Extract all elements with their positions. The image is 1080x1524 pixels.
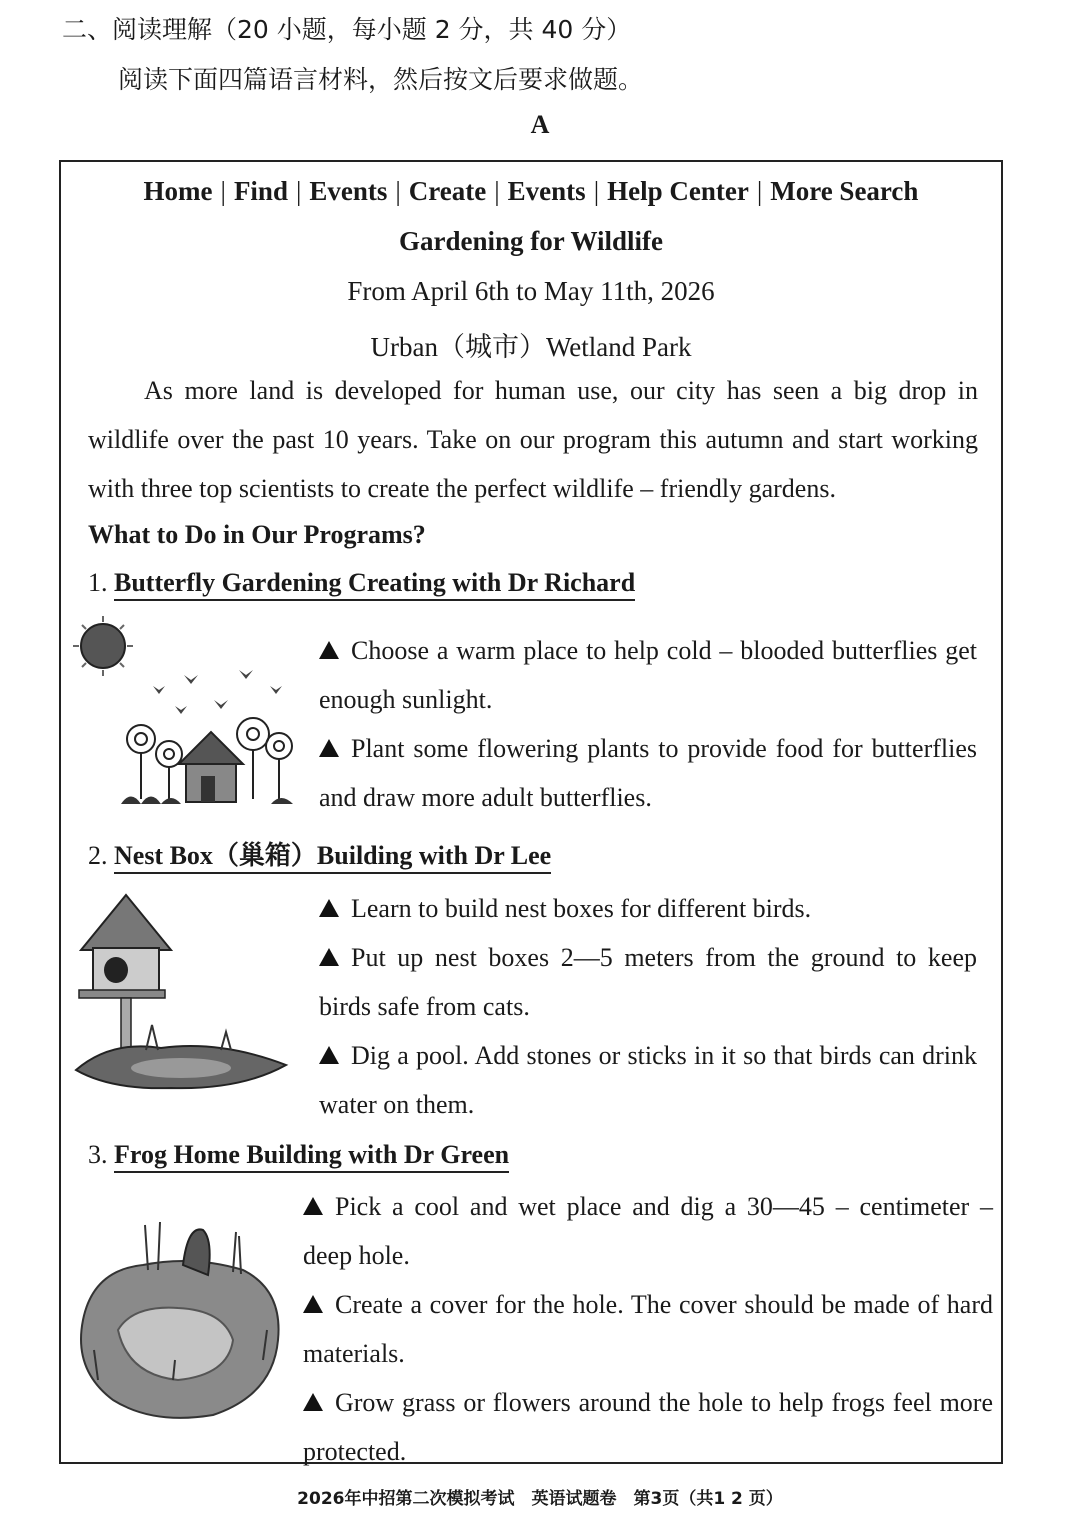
bullet-text: Learn to build nest boxes for different birds. [351,894,812,923]
bullet-text: Pick a cool and wet place and dig a 30—45 – centimeter – deep hole. [303,1192,993,1270]
bullet-text: Dig a pool. Add stones or sticks in it so that birds can drink water on them. [319,1041,977,1119]
programs-heading: What to Do in Our Programs? [88,520,426,549]
program-1-number: 1. [88,568,108,597]
program-2-number: 2. [88,841,108,870]
program-2-title [88,835,551,872]
program-1-title [88,568,635,598]
bullet-text: Choose a warm place to help cold – blooded butterflies get enough sunlight. [319,636,977,714]
passage-letter: A [530,110,550,139]
instruction-text: 阅读下面四篇语言材料，然后按文后要求做题。 [118,65,644,94]
triangle-bullet-icon [303,1393,323,1411]
triangle-bullet-icon [319,641,339,659]
advertisement-box [59,160,1003,1464]
ad-location: Urban（城市）Wetland Park [370,332,692,362]
program-3-title [88,1140,509,1170]
triangle-bullet-icon [319,899,339,917]
program-1-bullets [319,626,977,822]
nav-item-home: Home [143,176,213,206]
program-2-bullets [319,884,977,1129]
frog-home-illustration [73,1210,288,1425]
page-footer: 2026年中招第二次模拟考试 英语试题卷 第3页（共1 2 页） [297,1489,783,1509]
program-1-title-text: Butterfly Gardening Creating with Dr Richard [114,568,635,601]
program-3-bullet-3 [303,1378,993,1476]
program-3-bullet-2 [303,1280,993,1378]
program-3-bullets [303,1182,993,1476]
butterfly-garden-illustration [71,614,301,814]
nav-item-create: Create [408,176,487,206]
triangle-bullet-icon [303,1295,323,1313]
nav-bar: Home | Find | Events | Create | Events | Help Center | More Search [143,176,919,206]
nav-item-more-search: More Search [770,176,919,206]
program-2-bullet-3 [319,1031,977,1129]
ad-title: Gardening for Wildlife [398,226,664,256]
intro-paragraph [88,366,978,513]
nest-box-illustration [71,890,291,1090]
triangle-bullet-icon [319,739,339,757]
program-1-bullet-2 [319,724,977,822]
section-title: 二、阅读理解（20 小题，每小题 2 分，共 40 分） [62,15,632,44]
program-2-bullet-1 [319,884,977,933]
bullet-text: Create a cover for the hole. The cover should be made of hard materials. [303,1290,993,1368]
program-3-bullet-1 [303,1182,993,1280]
triangle-bullet-icon [319,1046,339,1064]
nav-item-help-center: Help Center [607,176,749,206]
intro-text: As more land is developed for human use, our city has seen a big drop in wildlife over the past 10 years. Take on our program this autumn and start working with three top scientists to create the perfect wildlife – friendly gardens. [88,376,978,503]
nav-item-find: Find [233,176,288,206]
triangle-bullet-icon [319,948,339,966]
nav-item-events: Events [309,176,388,206]
program-3-title-text: Frog Home Building with Dr Green [114,1140,509,1173]
program-2-title-text: Nest Box（巢箱）Building with Dr Lee [114,841,551,874]
program-2-bullet-2 [319,933,977,1031]
triangle-bullet-icon [303,1197,323,1215]
program-1-bullet-1 [319,626,977,724]
bullet-text: Grow grass or flowers around the hole to help frogs feel more protected. [303,1388,993,1466]
bullet-text: Put up nest boxes 2—5 meters from the ground to keep birds safe from cats. [319,943,977,1021]
bullet-text: Plant some flowering plants to provide food for butterflies and draw more adult butterflies. [319,734,977,812]
nav-item-events-2: Events [507,176,586,206]
ad-dates: From April 6th to May 11th, 2026 [347,276,715,306]
program-3-number: 3. [88,1140,108,1169]
